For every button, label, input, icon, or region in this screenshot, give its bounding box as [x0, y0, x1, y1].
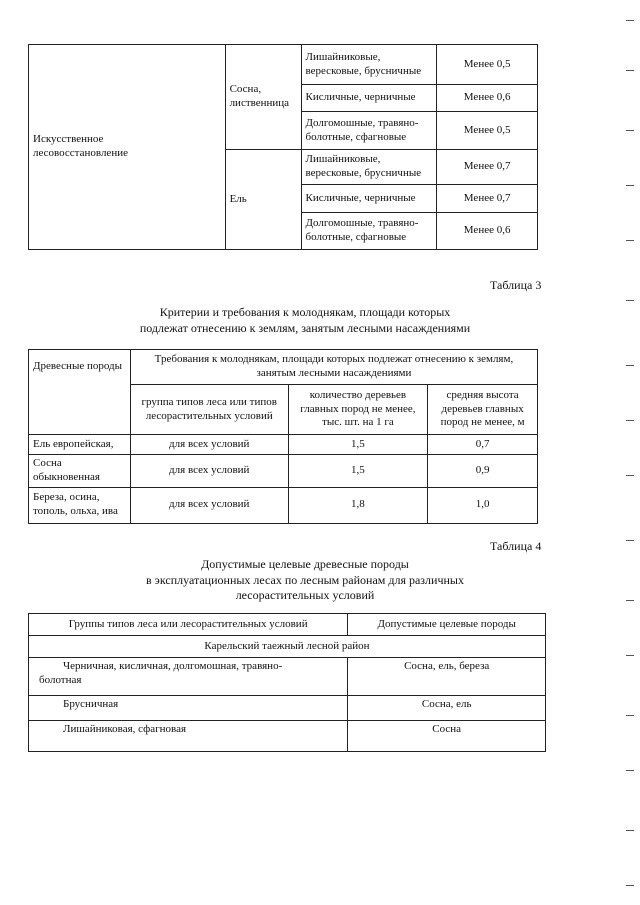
forest-group-cell: Черничная, кисличная, долгомошная, травяно- болотная	[29, 658, 348, 696]
density-value-cell: Менее 0,5	[437, 112, 538, 150]
forest-type-cell: Долгомошные, травяно- болотные, сфагновые	[301, 213, 437, 250]
region-row: Карельский таежный лесной район	[29, 636, 546, 658]
table-row	[29, 487, 538, 523]
height-cell: 0,9	[428, 455, 538, 488]
count-cell: 1,5	[288, 435, 428, 455]
young-stands-table	[28, 349, 538, 524]
table-row	[29, 658, 546, 696]
density-value-cell: Менее 0,5	[437, 45, 538, 85]
species-group-cell: Ель	[225, 150, 301, 250]
density-value-cell: Менее 0,7	[437, 150, 538, 185]
forest-type-cell: Лишайниковые, вересковые, брусничные	[301, 45, 437, 85]
count-cell: 1,8	[288, 487, 428, 523]
species-header: Древесные породы	[29, 350, 131, 435]
table-row	[29, 455, 538, 488]
density-value-cell: Менее 0,6	[437, 85, 538, 112]
species-header: Допустимые целевые породы	[348, 614, 546, 636]
table-caption: Критерии и требования к молоднякам, площади которых подлежат отнесению к землям, занятым лесными насаждениями	[139, 305, 471, 335]
allowed-species-cell: Сосна, ель	[348, 696, 546, 721]
height-subheader: средняя высота деревьев главных пород не менее, м	[428, 385, 538, 435]
group-cell: для всех условий	[130, 455, 288, 488]
table-row	[29, 696, 546, 721]
species-cell: Береза, осина, тополь, ольха, ива	[29, 487, 131, 523]
forest-type-cell: Кисличные, черничные	[301, 85, 437, 112]
forest-group-cell: Брусничная	[29, 696, 348, 721]
species-group-cell: Сосна, лиственница	[225, 45, 301, 150]
allowed-species-cell: Сосна	[348, 721, 546, 752]
allowed-species-cell: Сосна, ель, береза	[348, 658, 546, 696]
restoration-method-cell: Искусственное лесовосстановление	[29, 45, 226, 250]
table-caption: Допустимые целевые древесные породы в эксплуатационных лесах по лесным районам для различных лесорастительных условий	[146, 557, 464, 603]
height-cell: 0,7	[428, 435, 538, 455]
target-species-table	[28, 613, 546, 752]
group-subheader: группа типов леса или типов лесорастительных условий	[130, 385, 288, 435]
group-cell: для всех условий	[130, 487, 288, 523]
forest-type-cell: Лишайниковые, вересковые, брусничные	[301, 150, 437, 185]
density-value-cell: Менее 0,7	[437, 185, 538, 213]
forest-type-cell: Долгомошные, травяно- болотные, сфагновые	[301, 112, 437, 150]
requirements-header: Требования к молоднякам, площади которых подлежат отнесению к землям, занятым лесными насаждениями	[130, 350, 537, 385]
groups-header: Группы типов леса или лесорастительных условий	[29, 614, 348, 636]
height-cell: 1,0	[428, 487, 538, 523]
forest-type-cell: Кисличные, черничные	[301, 185, 437, 213]
species-cell: Сосна обыкновенная	[29, 455, 131, 488]
count-subheader: количество деревьев главных пород не менее, тыс. шт. на 1 га	[288, 385, 428, 435]
count-cell: 1,5	[288, 455, 428, 488]
table-row	[29, 721, 546, 752]
density-value-cell: Менее 0,6	[437, 213, 538, 250]
table-number: Таблица 3	[490, 278, 542, 292]
forest-group-cell: Лишайниковая, сфагновая	[29, 721, 348, 752]
species-cell: Ель европейская,	[29, 435, 131, 455]
group-cell: для всех условий	[130, 435, 288, 455]
table-number: Таблица 4	[490, 539, 542, 553]
table-row	[29, 435, 538, 455]
forest-restoration-table	[28, 44, 538, 250]
